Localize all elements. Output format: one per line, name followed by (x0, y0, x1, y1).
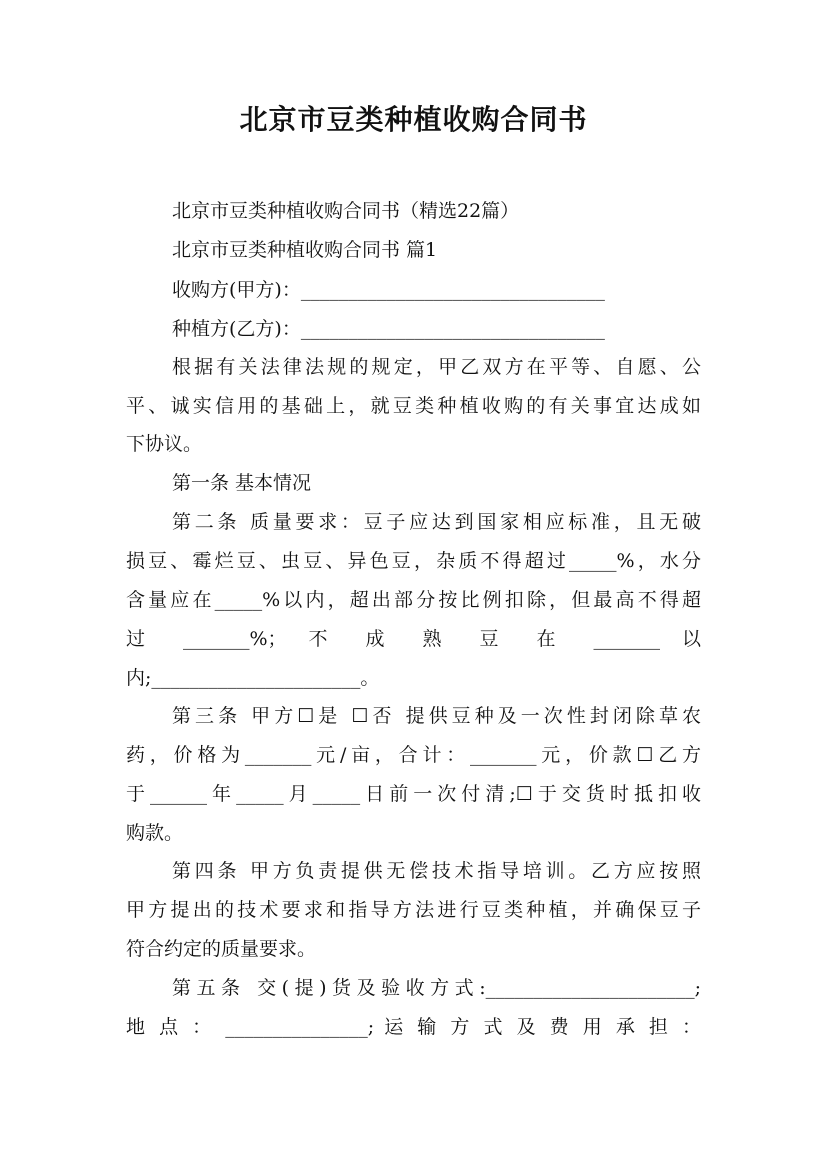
paragraph-line: 第三条 甲方☐是 ☐否 提供豆种及一次性封闭除草农 (172, 705, 701, 727)
grower-field: 种植方(乙方)：________________________________ (172, 318, 605, 340)
paragraph-line: 内;______________________。 (126, 667, 380, 689)
section-heading: 北京市豆类种植收购合同书 篇1 (172, 239, 438, 261)
paragraph-line: 购款。 (126, 822, 184, 844)
paragraph-line: 下协议。 (126, 433, 203, 455)
paragraph-line: 第五条 交(提)货及验收方式:______________________; (172, 977, 701, 999)
buyer-field: 收购方(甲方)：________________________________ (172, 279, 605, 301)
paragraph-line: 根据有关法律法规的规定，甲乙双方在平等、自愿、公 (172, 356, 701, 378)
paragraph-line: 药，价格为_______元/亩，合计：_______元，价款☐乙方 (126, 744, 701, 766)
paragraph-line: 地 点 ： _______________; 运 输 方 式 及 费 用 承 担 ： (126, 1016, 701, 1038)
paragraph-line: 于______年_____月_____日前一次付清;☐于交货时抵扣收 (126, 783, 701, 805)
paragraph-line: 过 _______%； 不 成 熟 豆 在 _______ 以 (126, 628, 701, 650)
paragraph-line: 平、诚实信用的基础上，就豆类种植收购的有关事宜达成如 (126, 395, 701, 417)
paragraph-line: 含量应在_____%以内，超出部分按比例扣除，但最高不得超 (126, 589, 701, 611)
paragraph-line: 符合约定的质量要求。 (126, 938, 317, 960)
paragraph-line: 甲方提出的技术要求和指导方法进行豆类种植，并确保豆子 (126, 899, 701, 921)
paragraph-line: 损豆、霉烂豆、虫豆、异色豆，杂质不得超过_____%，水分 (126, 550, 701, 572)
paragraph-line: 第二条 质量要求：豆子应达到国家相应标准，且无破 (172, 511, 701, 533)
document-title: 北京市豆类种植收购合同书 (239, 103, 588, 136)
article-heading: 第一条 基本情况 (172, 472, 312, 494)
paragraph-line: 第四条 甲方负责提供无偿技术指导培训。乙方应按照 (172, 860, 701, 882)
subtitle-line: 北京市豆类种植收购合同书（精选22篇） (172, 200, 520, 222)
